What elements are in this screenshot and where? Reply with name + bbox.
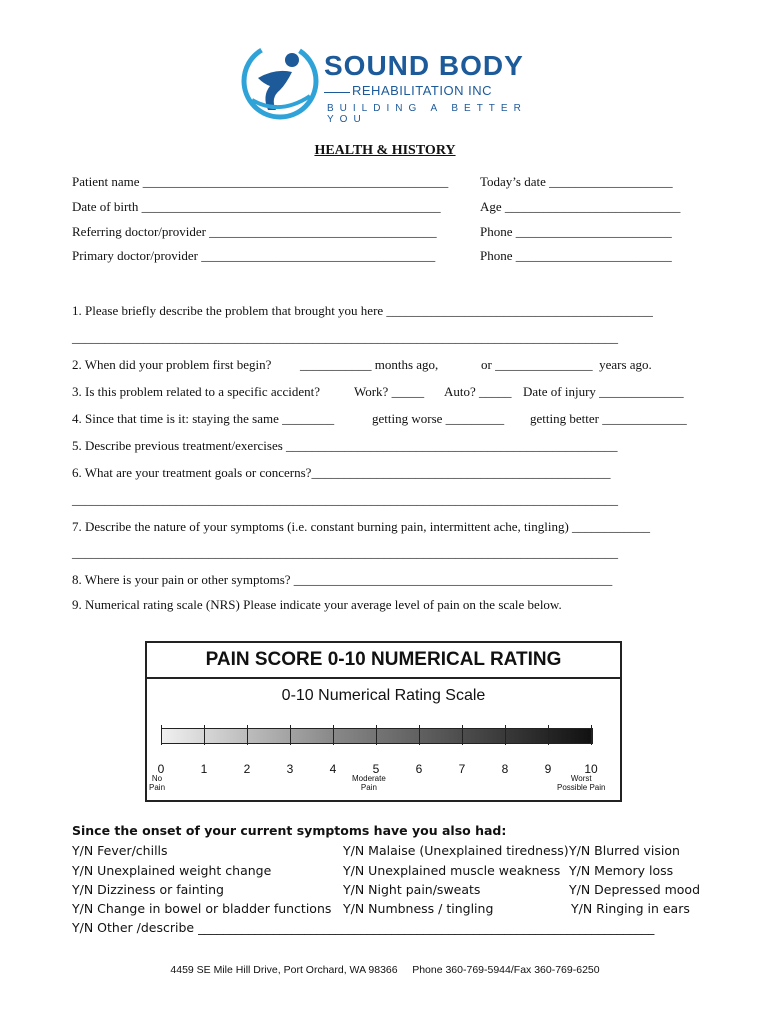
pain-scale-title: PAIN SCORE 0-10 NUMERICAL RATING [205,649,562,670]
pain-scale-tick [247,725,248,745]
symptom-item[interactable]: Y/N Memory loss [569,863,674,878]
age-field[interactable]: Age ___________________________ [480,199,681,214]
pain-desc-moderate: Moderate Pain [352,774,386,792]
question-7[interactable]: 7. Describe the nature of your symptoms (i.e. constant burning pain, intermittent ache, tingling) ____________ [72,519,651,534]
question-3-work-field[interactable]: Work? _____ [354,384,425,399]
footer-address: 4459 SE Mile Hill Drive, Port Orchard, WA 98366 Phone 360-769-5944/Fax 360-769-6250 [170,964,600,976]
symptoms-heading: Since the onset of your current symptoms have you also had: [72,823,507,838]
pain-scale-figure [145,641,622,802]
logo-divider [324,92,350,93]
dob-field[interactable]: Date of birth ______________________________________________ [72,199,441,214]
pain-scale-tick [462,725,463,745]
pain-scale-tick [204,725,205,745]
pain-scale-tick-label[interactable]: 0 [157,762,165,776]
symptom-item[interactable]: Y/N Unexplained muscle weakness [343,863,561,878]
logo-name: SOUND BODY [324,50,524,81]
pain-scale-bar[interactable] [161,728,593,744]
todays-date-field[interactable]: Today’s date ___________________ [480,174,673,189]
question-6[interactable]: 6. What are your treatment goals or concerns?______________________________________________ [72,465,611,480]
symptom-item[interactable]: Y/N Ringing in ears [571,901,690,916]
pain-scale-tick [505,725,506,745]
question-6-line[interactable]: ____________________________________________________________________________________ [72,492,618,507]
question-2-years-field[interactable]: or _______________ years ago. [481,357,652,372]
referring-provider-field[interactable]: Referring doctor/provider ___________________________________ [72,224,437,239]
symptom-other-field[interactable]: Y/N Other /describe _________________________________________________________________________ [72,920,655,935]
question-3-auto-field[interactable]: Auto? _____ [444,384,512,399]
symptom-item[interactable]: Y/N Dizziness or fainting [72,882,224,897]
pain-scale-tick-label[interactable]: 3 [286,762,294,776]
pain-desc-worst: Worst Possible Pain [557,774,606,792]
question-1-line[interactable]: ____________________________________________________________________________________ [72,330,618,345]
pain-scale-divider [147,677,620,679]
symptom-item[interactable]: Y/N Unexplained weight change [72,863,272,878]
symptom-item[interactable]: Y/N Fever/chills [72,843,168,858]
form-title: HEALTH & HISTORY [314,143,456,158]
question-8[interactable]: 8. Where is your pain or other symptoms? _________________________________________________ [72,572,613,587]
question-2-months-field[interactable]: ___________ months ago, [300,357,439,372]
question-5[interactable]: 5. Describe previous treatment/exercises ___________________________________________________ [72,438,618,453]
symptom-item[interactable]: Y/N Night pain/sweats [343,882,481,897]
pain-scale-tick [161,725,162,745]
pain-scale-tick-label[interactable]: 7 [458,762,466,776]
patient-name-field[interactable]: Patient name _______________________________________________ [72,174,449,189]
pain-scale-tick-label[interactable]: 2 [243,762,251,776]
logo-tagline: BUILDING A BETTER YOU [327,103,527,125]
pain-scale-tick-label[interactable]: 4 [329,762,337,776]
symptom-item[interactable]: Y/N Malaise (Unexplained tiredness) [343,843,569,858]
logo-figure-icon [240,40,320,122]
referring-phone-field[interactable]: Phone ________________________ [480,224,672,239]
question-3-injury-date-field[interactable]: Date of injury _____________ [523,384,684,399]
pain-scale-tick-label[interactable]: 5 [372,762,380,776]
pain-scale-tick-label[interactable]: 9 [544,762,552,776]
pain-scale-subtitle: 0-10 Numerical Rating Scale [281,687,486,704]
symptom-item[interactable]: Y/N Numbness / tingling [343,901,494,916]
pain-scale-tick [333,725,334,745]
symptom-item[interactable]: Y/N Blurred vision [569,843,680,858]
pain-scale-tick-label[interactable]: 8 [501,762,509,776]
question-7-line[interactable]: ____________________________________________________________________________________ [72,545,618,560]
question-9: 9. Numerical rating scale (NRS) Please indicate your average level of pain on the scale below. [72,597,562,612]
primary-phone-field[interactable]: Phone ________________________ [480,248,672,263]
logo-subtitle: REHABILITATION INC [352,83,492,98]
question-4-same-field[interactable]: 4. Since that time is it: staying the same ________ [72,411,335,426]
pain-scale-tick-label[interactable]: 10 [584,762,598,776]
question-4-worse-field[interactable]: getting worse _________ [372,411,505,426]
company-logo [240,40,540,125]
pain-scale-tick [290,725,291,745]
question-4-better-field[interactable]: getting better _____________ [530,411,687,426]
pain-desc-none: No Pain [149,774,166,792]
symptom-item[interactable]: Y/N Depressed mood [569,882,701,897]
pain-scale-tick [591,725,592,745]
pain-scale-tick [376,725,377,745]
pain-scale-tick-label[interactable]: 1 [200,762,208,776]
symptom-item[interactable]: Y/N Change in bowel or bladder functions [72,901,332,916]
primary-provider-field[interactable]: Primary doctor/provider ____________________________________ [72,248,436,263]
question-3-label: 3. Is this problem related to a specific accident? [72,384,320,399]
pain-scale-tick [419,725,420,745]
question-1[interactable]: 1. Please briefly describe the problem that brought you here _________________________________________ [72,303,653,318]
pain-scale-tick [548,725,549,745]
pain-scale-tick-label[interactable]: 6 [415,762,423,776]
question-2-label: 2. When did your problem first begin? [72,357,272,372]
